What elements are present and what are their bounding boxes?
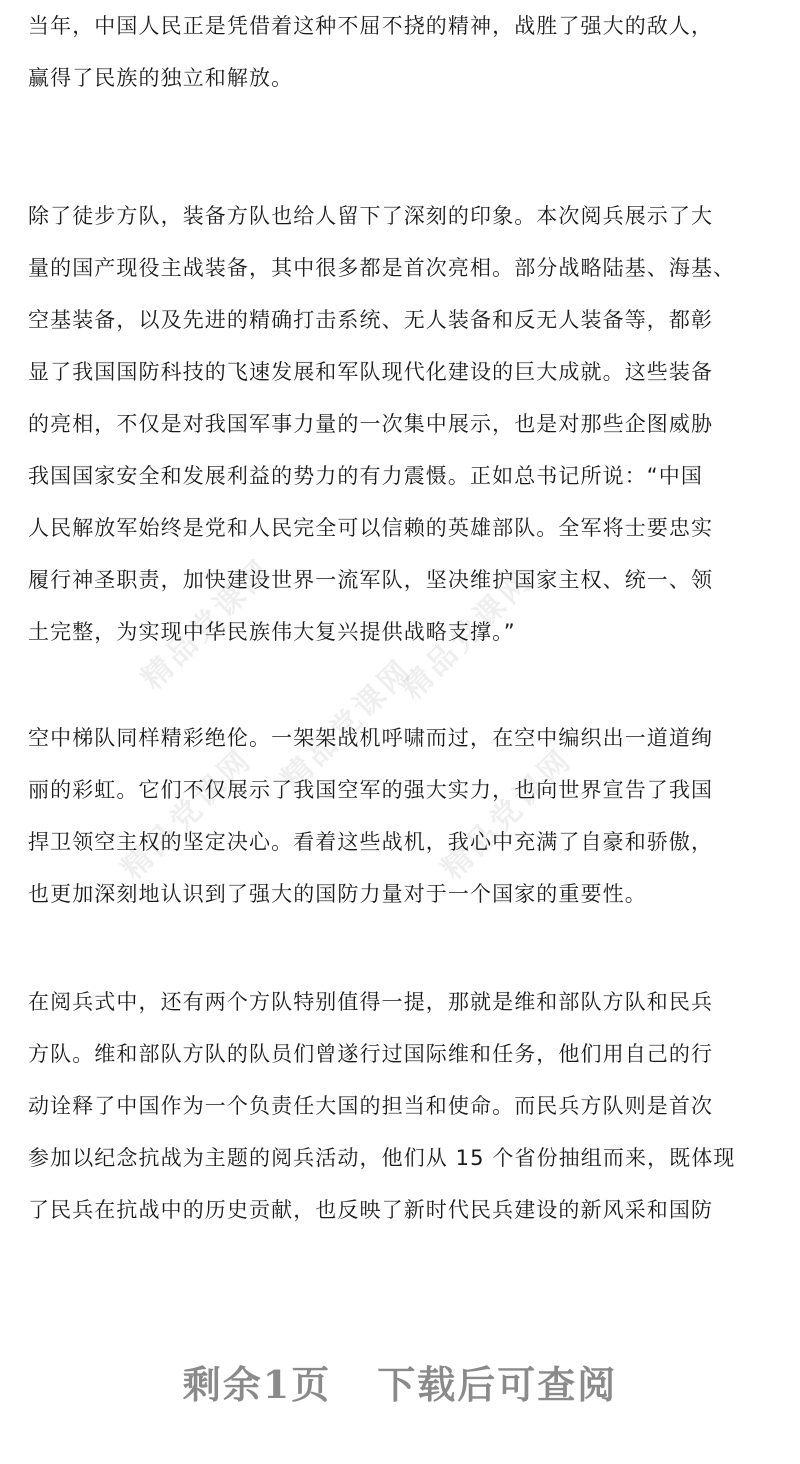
text-line: 参加以纪念抗战为主题的阅兵活动，他们从 15 个省份抽组而来，既体现 xyxy=(28,1146,736,1170)
text-line: 履行神圣职责，加快建设世界一流军队，坚决维护国家主权、统一、领 xyxy=(28,568,714,592)
text-line: 捍卫领空主权的坚定决心。看着这些战机，我心中充满了自豪和骄傲， xyxy=(28,830,714,854)
text-line: 动诠释了中国作为一个负责任大国的担当和使命。而民兵方队则是首次 xyxy=(28,1094,714,1118)
watermark: 精品党课网 xyxy=(134,551,280,697)
text-line: 显了我国国防科技的飞速发展和军队现代化建设的巨大成就。这些装备 xyxy=(28,360,714,384)
text-line: 空中梯队同样精彩绝伦。一架架战机呼啸而过，在空中编织出一道道绚 xyxy=(28,726,714,750)
download-banner[interactable] xyxy=(0,1354,800,1414)
text-line: 丽的彩虹。它们不仅展示了我国空军的强大实力，也向世界宣告了我国 xyxy=(28,778,714,802)
text-line: 空基装备，以及先进的精确打击系统、无人装备和反无人装备等，都彰 xyxy=(28,308,714,332)
text-line: 也更加深刻地认识到了强大的国防力量对于一个国家的重要性。 xyxy=(28,882,647,906)
paragraph-1 xyxy=(28,0,776,104)
watermark: 精品党课网 xyxy=(434,741,580,887)
text-line: 的亮相，不仅是对我国军事力量的一次集中展示，也是对那些企图威胁 xyxy=(28,412,714,436)
watermark: 精品党课网 xyxy=(394,561,540,707)
text-line: 了民兵在抗战中的历史贡献，也反映了新时代民兵建设的新风采和国防 xyxy=(28,1198,714,1222)
watermark: 精品党课网 xyxy=(114,741,260,887)
text-line: 在阅兵式中，还有两个方队特别值得一提，那就是维和部队方队和民兵 xyxy=(28,990,714,1014)
text-line: 我国国家安全和发展利益的势力的有力震慑。正如总书记所说：“中国 xyxy=(28,464,703,488)
text-line: 当年，中国人民正是凭借着这种不屈不挠的精神，战胜了强大的敌人， xyxy=(28,14,714,38)
remaining-pages-label: 剩余1页 xyxy=(182,1362,332,1407)
paragraph-3 xyxy=(28,712,776,920)
text-line: 量的国产现役主战装备，其中很多都是首次亮相。部分战略陆基、海基、 xyxy=(28,256,736,280)
paragraph-2 xyxy=(28,190,776,658)
download-hint-label: 下载后可查阅 xyxy=(377,1362,618,1407)
text-line: 人民解放军始终是党和人民完全可以信赖的英雄部队。全军将士要忠实 xyxy=(28,516,714,540)
text-line: 赢得了民族的独立和解放。 xyxy=(28,66,294,90)
watermark: 精品党课网 xyxy=(274,651,420,797)
paragraph-4 xyxy=(28,976,776,1236)
text-line: 土完整，为实现中华民族伟大复兴提供战略支撑。” xyxy=(28,620,516,644)
text-line: 除了徒步方队，装备方队也给人留下了深刻的印象。本次阅兵展示了大 xyxy=(28,204,714,228)
text-line: 方队。维和部队方队的队员们曾遂行过国际维和任务，他们用自己的行 xyxy=(28,1042,714,1066)
